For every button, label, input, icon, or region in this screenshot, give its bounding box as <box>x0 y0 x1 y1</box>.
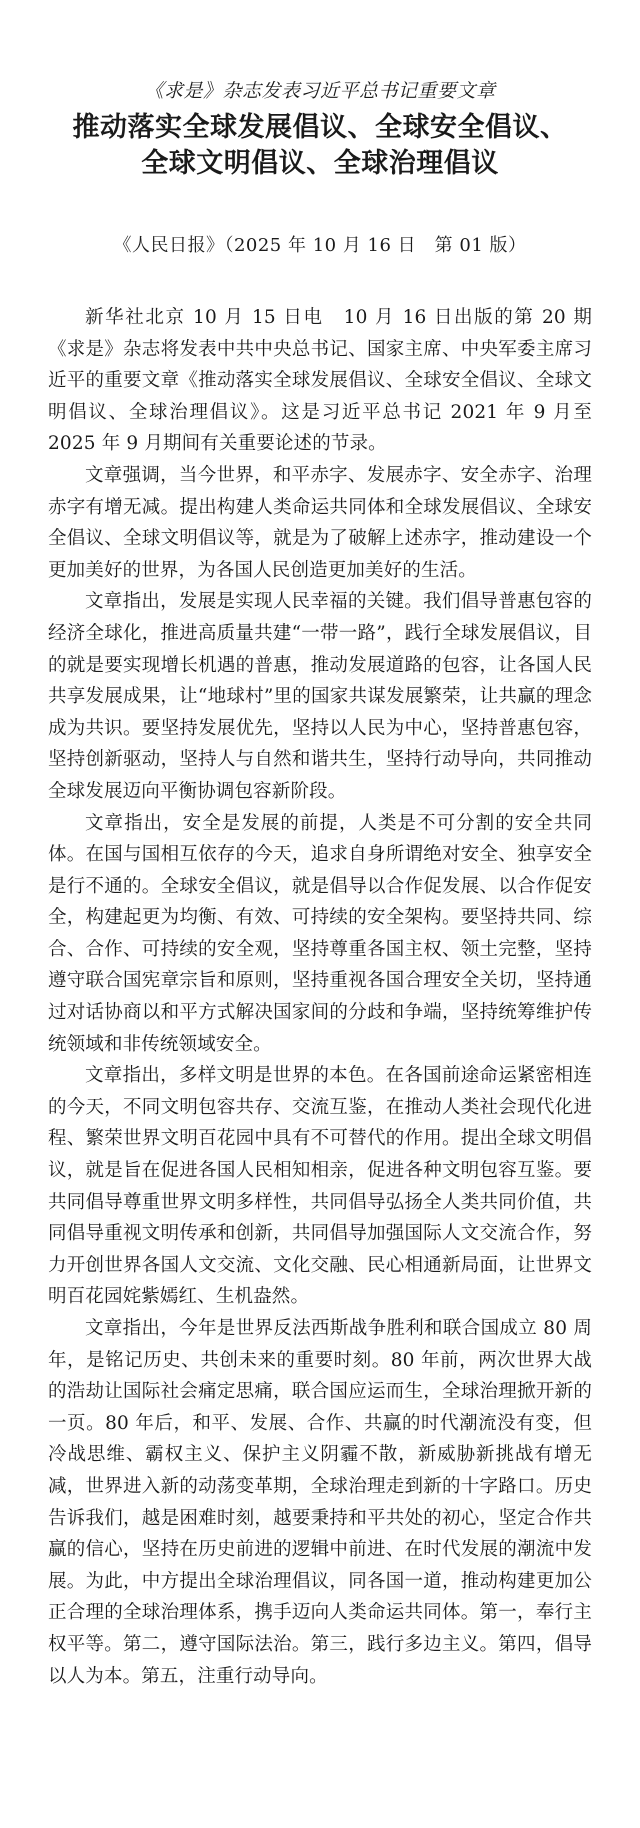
paragraph: 文章指出，今年是世界反法西斯战争胜利和联合国成立 80 周年，是铭记历史、共创未来的重要时刻。80 年前，两次世界大战的浩劫让国际社会痛定思痛，联合国应运而生，全球治理掀开新的一页。80 年后，和平、发展、合作、共赢的时代潮流没有变，但冷战思维、霸权主义、保护主义阴霾不散，新威胁新挑战有增无减，世界进入新的动荡变革期，全球治理走到新的十字路口。历史告诉我们，越是困难时刻，越要秉持和平共处的初心，坚定合作共赢的信心，坚持在历史前进的逻辑中前进、在时代发展的潮流中发展。为此，中方提出全球治理倡议，同各国一道，推动构建更加公正合理的全球治理体系，携手迈向人类命运共同体。第一，奉行主权平等。第二，遵守国际法治。第三，践行多边主义。第四，倡导以人为本。第五，注重行动导向。 <box>48 1318 592 1687</box>
headline-line-2: 全球文明倡议、全球治理倡议 <box>141 148 499 179</box>
article-source: 《人民日报》（2025 年 10 月 16 日 第 01 版） <box>113 235 527 256</box>
article-body <box>48 302 592 1692</box>
paragraph: 新华社北京 10 月 15 日电 10 月 16 日出版的第 20 期《求是》杂志将发表中共中央总书记、国家主席、中央军委主席习近平的重要文章《推动落实全球发展倡议、全球安全倡议、全球文明倡议、全球治理倡议》。这是习近平总书记 2021 年 9 月至 2025 年 9 月期间有关重要论述的节录。 <box>48 307 592 455</box>
paragraph: 文章强调，当今世界，和平赤字、发展赤字、安全赤字、治理赤字有增无减。提出构建人类命运共同体和全球发展倡议、全球安全倡议、全球文明倡议等，就是为了破解上述赤字，推动建设一个更加美好的世界，为各国人民创造更加美好的生活。 <box>48 464 592 581</box>
headline-line-1: 推动落实全球发展倡议、全球安全倡议、 <box>72 112 568 143</box>
paragraph: 文章指出，发展是实现人民幸福的关键。我们倡导普惠包容的经济全球化，推进高质量共建“一带一路”，践行全球发展倡议，目的就是要实现增长机遇的普惠，推动发展道路的包容，让各国人民共享发展成果，让“地球村”里的国家共谋发展繁荣，让共赢的理念成为共识。要坚持发展优先，坚持以人民为中心，坚持普惠包容，坚持创新驱动，坚持人与自然和谐共生，坚持行动导向，共同推动全球发展迈向平衡协调包容新阶段。 <box>48 591 592 802</box>
paragraph: 文章指出，多样文明是世界的本色。在各国前途命运紧密相连的今天，不同文明包容共存、交流互鉴，在推动人类社会现代化进程、繁荣世界文明百花园中具有不可替代的作用。提出全球文明倡议，就是旨在促进各国人民相知相亲，促进各种文明包容互鉴。要共同倡导尊重世界文明多样性，共同倡导弘扬全人类共同价值，共同倡导重视文明传承和创新，共同倡导加强国际人文交流合作，努力开创世界各国人文交流、文化交融、民心相通新局面，让世界文明百花园姹紫嫣红、生机盎然。 <box>48 1065 592 1308</box>
article-kicker: 《求是》杂志发表习近平总书记重要文章 <box>144 80 496 102</box>
paragraph: 文章指出，安全是发展的前提，人类是不可分割的安全共同体。在国与国相互依存的今天，追求自身所谓绝对安全、独享安全是行不通的。全球安全倡议，就是倡导以合作促发展、以合作促安全，构建起更为均衡、有效、可持续的安全架构。要坚持共同、综合、合作、可持续的安全观，坚持尊重各国主权、领土完整，坚持遵守联合国宪章宗旨和原则，坚持重视各国合理安全关切，坚持通过对话协商以和平方式解决国家间的分歧和争端，坚持统筹维护传统领域和非传统领域安全。 <box>48 812 592 1055</box>
article-headline <box>48 110 592 182</box>
